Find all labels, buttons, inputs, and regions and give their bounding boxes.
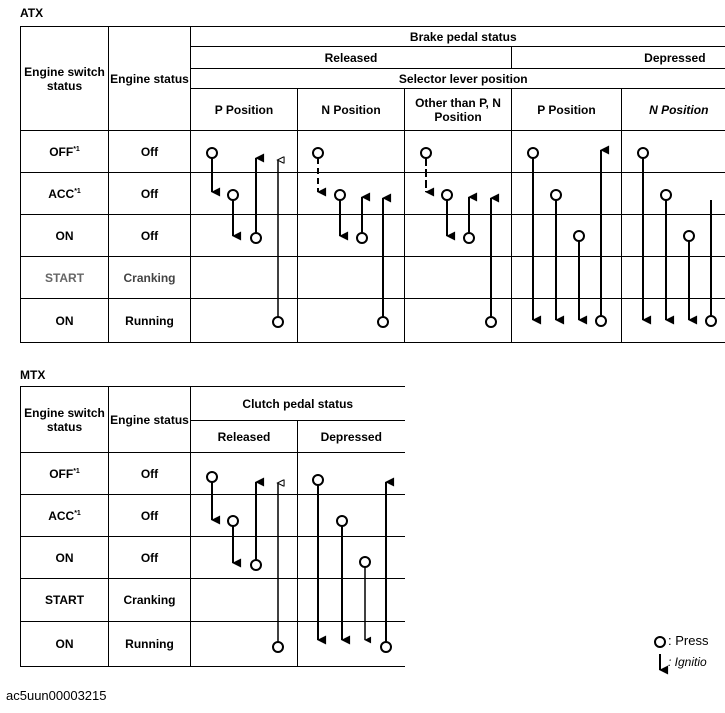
- atx-row-engine: Cranking: [109, 257, 191, 299]
- mtx-row-engine: Cranking: [109, 579, 191, 622]
- atx-section-title: ATX: [20, 6, 44, 20]
- mtx-header-clutch-pedal: Clutch pedal status: [191, 387, 405, 421]
- atx-row-switch: START: [21, 257, 109, 299]
- document-code: ac5uun00003215: [6, 688, 107, 703]
- atx-header-engine-switch: Engine switch status: [21, 27, 109, 131]
- mtx-row-switch: ON: [21, 622, 109, 667]
- mtx-table: [20, 386, 405, 667]
- atx-row-engine: Off: [109, 131, 191, 173]
- atx-header-other-position: Other than P, N Position: [405, 89, 512, 131]
- atx-table: [20, 26, 725, 343]
- mtx-row-engine: Off: [109, 453, 191, 495]
- mtx-row-switch: OFF$^{*1}$: [21, 453, 109, 495]
- mtx-row-engine: Running: [109, 622, 191, 667]
- atx-header-engine-status: Engine status: [109, 27, 191, 131]
- legend-press-label: : Press: [668, 633, 709, 648]
- atx-row-engine: Off: [109, 215, 191, 257]
- mtx-row-engine: Off: [109, 495, 191, 537]
- atx-row-switch: ACC$^{*1}$: [21, 173, 109, 215]
- mtx-row-switch: ACC$^{*1}$: [21, 495, 109, 537]
- atx-row-switch: ON: [21, 215, 109, 257]
- legend-ignition-label: : Ignitio: [668, 655, 707, 669]
- atx-header-p-position: P Position: [191, 89, 298, 131]
- mtx-header-released: Released: [191, 421, 298, 453]
- atx-header-p-position-depressed: P Position: [512, 89, 622, 131]
- atx-row-switch: ON: [21, 299, 109, 343]
- atx-header-brake-pedal: Brake pedal status: [191, 27, 725, 47]
- mtx-header-engine-status: Engine status: [109, 387, 191, 453]
- atx-header-depressed: Depressed: [512, 47, 725, 69]
- mtx-row-switch: START: [21, 579, 109, 622]
- atx-row-engine: Off: [109, 173, 191, 215]
- mtx-row-engine: Off: [109, 537, 191, 579]
- mtx-section-title: MTX: [20, 368, 46, 382]
- atx-row-switch: OFF$^{*1}$: [21, 131, 109, 173]
- mtx-header-engine-switch: Engine switch status: [21, 387, 109, 453]
- atx-header-released: Released: [191, 47, 512, 69]
- mtx-header-depressed: Depressed: [298, 421, 405, 453]
- legend-press-icon: [655, 637, 665, 647]
- atx-row-engine: Running: [109, 299, 191, 343]
- atx-header-selector-lever: Selector lever position: [191, 69, 725, 89]
- mtx-row-switch: ON: [21, 537, 109, 579]
- atx-header-n-position: N Position: [298, 89, 405, 131]
- atx-header-n-position-depressed: N Position: [622, 89, 725, 131]
